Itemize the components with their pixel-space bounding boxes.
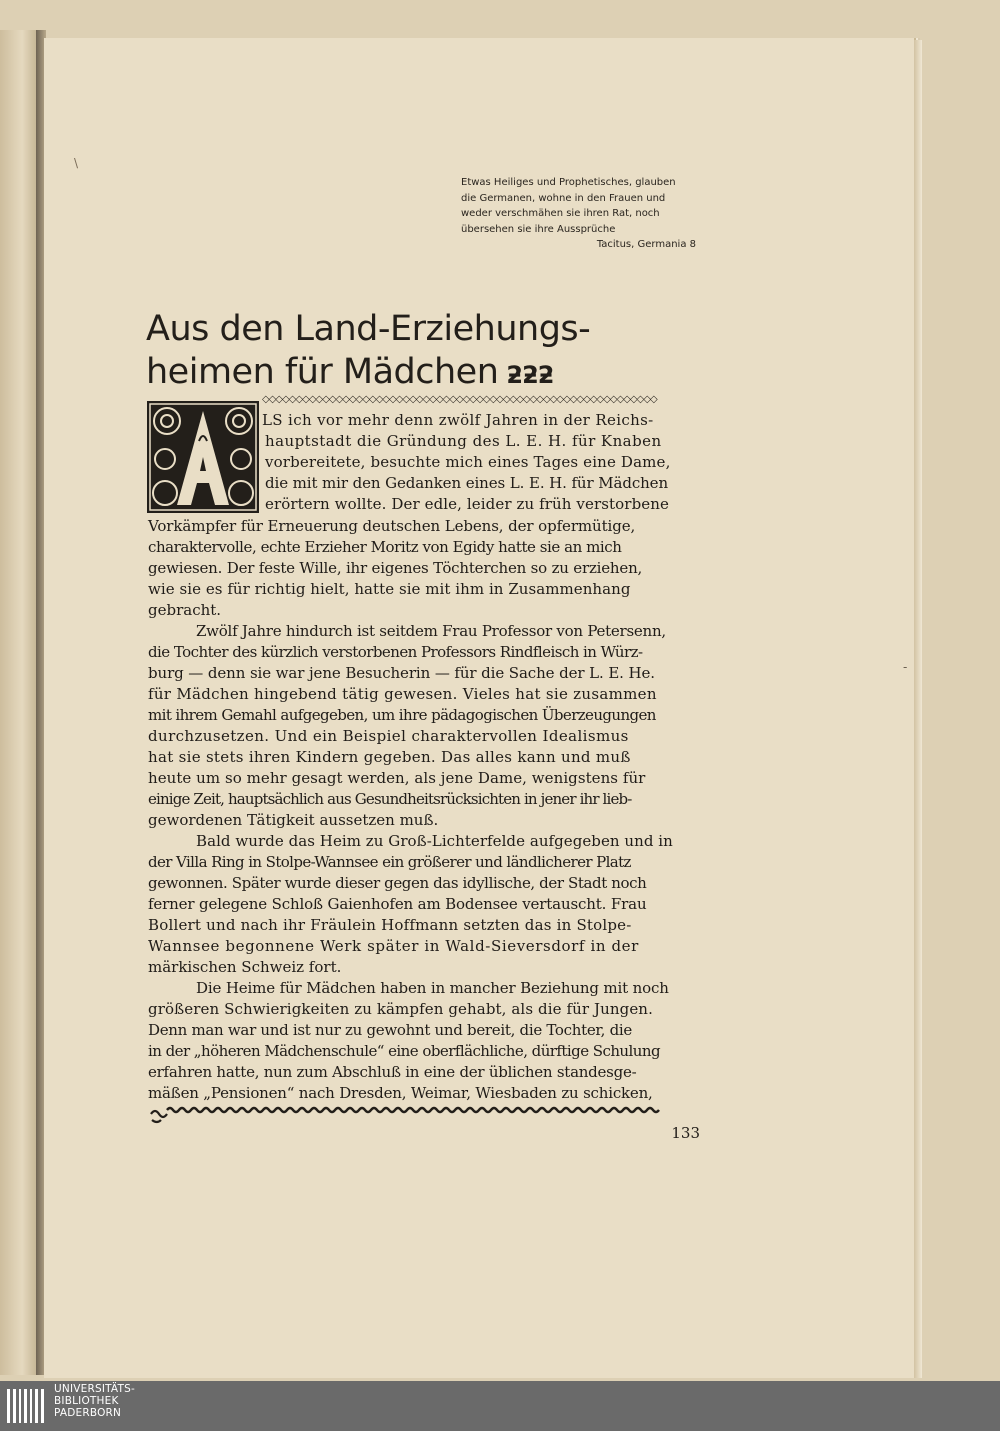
body-line: LS ich vor mehr denn zwölf Jahren in der Reichs- <box>262 411 654 429</box>
body-line: größeren Schwierigkeiten zu kämpfen gehabt, als die für Jungen. <box>148 1000 653 1018</box>
body-line: hat sie stets ihren Kindern gegeben. Das alles kann und muß <box>148 748 631 766</box>
body-line: erörtern wollte. Der edle, leider zu früh verstorbene <box>265 495 669 513</box>
body-line: die mit mir den Gedanken eines L. E. H. für Mädchen <box>265 474 669 492</box>
body-line: mit ihrem Gemahl aufgegeben, um ihre pädagogischen Überzeugungen <box>148 706 656 724</box>
body-line: burg — denn sie war jene Besucherin — für die Sache der L. E. He. <box>148 664 655 682</box>
body-line: Bollert und nach ihr Fräulein Hoffmann setzten das in Stolpe- <box>148 916 632 934</box>
body-line: Zwölf Jahre hindurch ist seitdem Frau Professor von Petersenn, <box>196 622 666 640</box>
body-line: mäßen „Pensionen“ nach Dresden, Weimar, Wiesbaden zu schicken, <box>148 1084 653 1102</box>
footer-ornament <box>149 1100 699 1126</box>
body-line: wie sie es für richtig hielt, hatte sie mit ihm in Zusammenhang <box>148 580 631 598</box>
body-line: märkischen Schweiz fort. <box>148 958 342 976</box>
epigraph-line: übersehen sie ihre Aussprüche <box>461 223 616 235</box>
body-line: Vorkämpfer für Erneuerung deutschen Lebens, der opfermütige, <box>148 517 636 535</box>
body-line: einige Zeit, hauptsächlich aus Gesundheitsrücksichten in jener ihr lieb- <box>148 790 632 808</box>
body-line: hauptstadt die Gründung des L. E. H. für Knaben <box>265 432 662 450</box>
title-line-2: heimen für Mädchen <box>146 352 499 392</box>
library-footer <box>0 1381 1000 1431</box>
body-line: ferner gelegene Schloß Gaienhofen am Bodensee vertauscht. Frau <box>148 895 647 913</box>
body-line: für Mädchen hingebend tätig gewesen. Vieles hat sie zusammen <box>148 685 657 703</box>
library-name <box>54 1383 135 1419</box>
epigraph-source: Tacitus, Germania 8 <box>596 239 696 250</box>
margin-mark: \ <box>74 156 79 170</box>
body-line: durchzusetzen. Und ein Beispiel charaktervollen Idealismus <box>148 727 629 745</box>
library-name-line: PADERBORN <box>54 1407 122 1419</box>
body-line: gewonnen. Später wurde dieser gegen das idyllische, der Stadt noch <box>148 874 647 892</box>
body-line: Denn man war und ist nur zu gewohnt und bereit, die Tochter, die <box>148 1021 632 1039</box>
title-line-1: Aus den Land-Erziehungs- <box>146 309 591 349</box>
page-number: 133 <box>671 1124 700 1142</box>
body-line: die Tochter des kürzlich verstorbenen Professors Rindfleisch in Würz- <box>148 643 643 661</box>
epigraph-line: weder verschmähen sie ihren Rat, noch <box>461 208 660 219</box>
body-line: gewiesen. Der feste Wille, ihr eigenes Töchterchen so zu erziehen, <box>148 559 643 577</box>
body-line: der Villa Ring in Stolpe-Wannsee ein größerer und ländlicherer Platz <box>148 853 631 871</box>
body-line: in der „höheren Mädchenschule“ eine oberflächliche, dürftige Schulung <box>148 1042 661 1060</box>
body-line: Bald wurde das Heim zu Groß-Lichterfelde aufgegeben und in <box>196 832 673 850</box>
body-line: erfahren hatte, nun zum Abschluß in eine der üblichen standesge- <box>148 1063 637 1081</box>
ornament-rule: ◇◇◇◇◇◇◇◇◇◇◇◇◇◇◇◇◇◇◇◇◇◇◇◇◇◇◇◇◇◇◇◇◇◇◇◇◇◇◇◇◇◇◇◇◇◇◇◇◇◇◇◇◇◇◇◇◇◇◇ <box>262 394 657 405</box>
body-line: Wannsee begonnene Werk später in Wald-Sieversdorf in der <box>148 937 639 955</box>
side-mark: - <box>903 660 908 674</box>
library-logo-icon <box>6 1387 46 1425</box>
body-line: gebracht. <box>148 601 222 619</box>
body-line: Die Heime für Mädchen haben in mancher Beziehung mit noch <box>196 979 669 997</box>
body-line: gewordenen Tätigkeit aussetzen muß. <box>148 811 439 829</box>
body-line: vorbereitete, besuchte mich eines Tages eine Dame, <box>265 453 671 471</box>
title-ornament: ƻƻƻ <box>506 361 554 389</box>
library-name-line: UNIVERSITÄTS- <box>54 1383 135 1395</box>
epigraph-line: die Germanen, wohne in den Frauen und <box>461 192 666 204</box>
epigraph-line: Etwas Heiliges und Prophetisches, glauben <box>461 177 676 188</box>
body-line: heute um so mehr gesagt werden, als jene Dame, wenigstens für <box>148 769 646 787</box>
body-line: charaktervolle, echte Erzieher Moritz von Egidy hatte sie an mich <box>148 538 622 556</box>
library-name-line: BIBLIOTHEK <box>54 1395 119 1407</box>
